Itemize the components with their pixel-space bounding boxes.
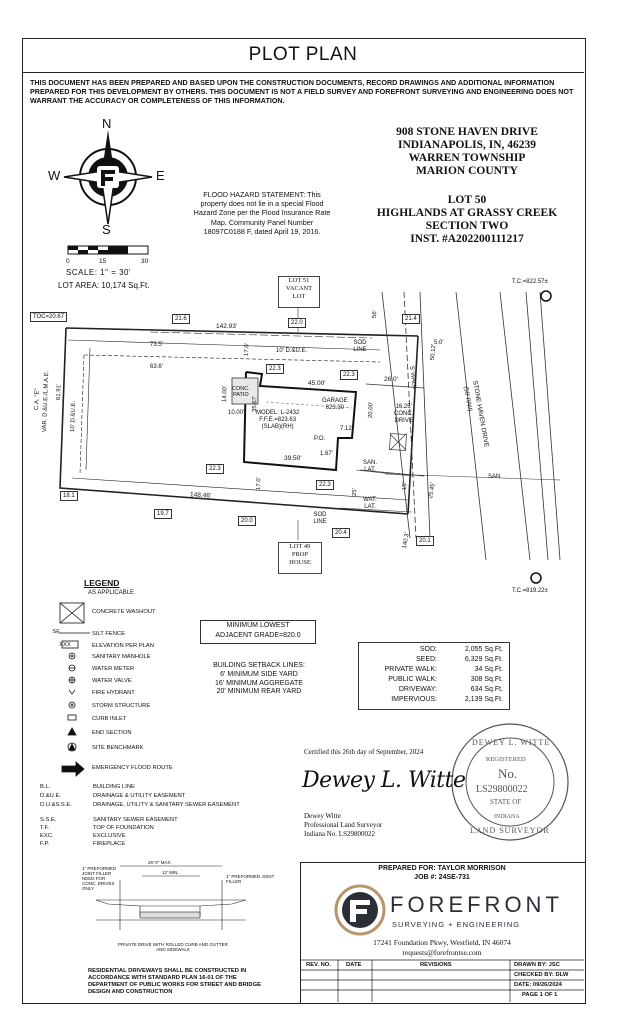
area-value: 34 Sq.Ft. bbox=[474, 666, 503, 673]
lot-text: HOUSE bbox=[289, 559, 311, 566]
abbr-value: SANITARY SEWER EASEMENT bbox=[93, 817, 178, 823]
client-name: PREPARED FOR: TAYLOR MORRISON bbox=[378, 865, 506, 872]
dim-50: 5.0' bbox=[434, 340, 444, 346]
seal-role: LAND SURVEYOR bbox=[470, 826, 550, 835]
legend-subtitle: AS APPLICABLE bbox=[88, 590, 135, 596]
drawing-date: DATE: 09/26/2024 bbox=[514, 982, 562, 988]
company-tagline: SURVEYING + ENGINEERING bbox=[392, 920, 521, 929]
legend-label: FIRE HYDRANT bbox=[92, 690, 135, 696]
revisions-header: REVISIONS bbox=[420, 962, 452, 968]
driveway-detail bbox=[96, 866, 246, 930]
setback-lines bbox=[200, 662, 318, 697]
area-row bbox=[359, 666, 509, 675]
dim-56: 56' bbox=[372, 310, 379, 319]
dim-3567: 35.67' bbox=[252, 395, 259, 413]
street-stone-haven bbox=[382, 292, 560, 560]
legend-label: WATER METER bbox=[92, 666, 135, 672]
area-value: 308 Sq.Ft. bbox=[470, 676, 503, 683]
scale-tick-15: 15 bbox=[99, 258, 107, 265]
model-text: F.F.E.=823.63 bbox=[259, 417, 297, 423]
seal-number: LS29800022 bbox=[476, 784, 528, 795]
page-count: PAGE 1 OF 1 bbox=[522, 992, 558, 998]
elevation-216: 21.6 bbox=[172, 314, 190, 324]
tc-top-label: T.C.=822.57± bbox=[512, 279, 548, 285]
dim-1000: 10.00' bbox=[228, 410, 245, 416]
elevation-200: 20.0 bbox=[238, 516, 256, 526]
area-value: 634 Sq.Ft. bbox=[470, 686, 503, 693]
porch-label: P.O. bbox=[314, 436, 326, 442]
legend-label: ELEVATION PER PLAN bbox=[92, 643, 154, 649]
legend-label: CONCRETE WASHOUT bbox=[92, 609, 156, 615]
sod-line-bottom: SOD LINE bbox=[313, 512, 327, 525]
area-value: 2,055 Sq.Ft. bbox=[464, 646, 503, 653]
var-easement-label: VAR. D.&U.E./L.M.A.E. bbox=[42, 370, 51, 433]
drive-text: DRIVE bbox=[394, 418, 413, 424]
legend-item bbox=[30, 742, 220, 756]
garage-text: 823.30 bbox=[325, 405, 345, 411]
detail-left-note: 1" PREFORMED JOINT FILLER NEED FOR CONC. DRIVES ONLY bbox=[82, 866, 117, 891]
area-row bbox=[359, 676, 509, 685]
right-of-way: (50' R/W) bbox=[462, 386, 473, 412]
lot-text: LOT 49 bbox=[289, 543, 311, 550]
detail-caption: PRIVATE DRIVE WITH ROLLED CURB AND GUTTER AND SIDEWALK bbox=[118, 942, 228, 952]
date-header: DATE bbox=[346, 962, 362, 968]
lot-49-label bbox=[278, 542, 322, 574]
tc-bottom-label: T.C.=819.22± bbox=[512, 588, 548, 594]
dim-140: 140.3' bbox=[402, 532, 411, 550]
patio-text: CONC. bbox=[232, 386, 250, 392]
compass-south: S bbox=[102, 222, 111, 237]
area-value: 2,139 Sq.Ft. bbox=[464, 696, 503, 703]
lot-51-label bbox=[278, 276, 320, 308]
legend-label: EMERGENCY FLOOD ROUTE bbox=[92, 765, 173, 771]
prepared-for bbox=[300, 864, 584, 882]
certification-statement: Certified this 26th day of September, 2024 bbox=[304, 748, 424, 756]
instrument-number: INST. #A202200111217 bbox=[410, 233, 524, 245]
area-summary-table bbox=[358, 642, 510, 710]
dim-167: 1.67' bbox=[320, 451, 333, 457]
sanitary-lateral: SAN. LAT. bbox=[362, 460, 377, 473]
area-key: PUBLIC WALK: bbox=[388, 676, 437, 683]
garage-label bbox=[322, 398, 348, 412]
surveyor-signature: Dewey L. Witte bbox=[302, 768, 466, 793]
du-easement-left: 10' D.&U.E. bbox=[70, 400, 78, 433]
elevation-201: 20.1 bbox=[416, 536, 434, 546]
legend-label: CURB INLET bbox=[92, 716, 127, 722]
dim-15: 15' bbox=[402, 482, 409, 491]
area-value: 6,329 Sq.Ft. bbox=[464, 656, 503, 663]
sidewalk-label: 5' WALK bbox=[408, 366, 418, 390]
abbr-key: D.&U.E. bbox=[40, 793, 61, 799]
legend-label: END SECTION bbox=[92, 730, 132, 736]
dim-712: 7.12' bbox=[340, 426, 353, 432]
elevation-197: 19.7 bbox=[154, 509, 172, 519]
legend-item bbox=[30, 727, 220, 741]
compass-north: N bbox=[102, 116, 112, 131]
silt-fence-icon: SF bbox=[52, 629, 60, 635]
company-email: requests@forefrontse.com bbox=[402, 948, 482, 957]
area-row bbox=[359, 686, 509, 695]
job-number: JOB #: 24SE-731 bbox=[414, 874, 470, 881]
legend-label: STORM STRUCTURE bbox=[92, 703, 151, 709]
model-label bbox=[256, 410, 299, 431]
address-township: WARREN TOWNSHIP bbox=[408, 152, 526, 164]
detail-right-note: 1" PREFORMED JOINT FILLER bbox=[226, 874, 275, 884]
lot-text: PROP bbox=[291, 551, 309, 558]
address-street: 908 STONE HAVEN DRIVE bbox=[396, 126, 538, 138]
company-address bbox=[300, 938, 584, 958]
dim-front-line: 142.93' bbox=[216, 323, 238, 330]
legend-title: LEGEND bbox=[84, 578, 120, 588]
seal-state-of: STATE OF bbox=[490, 798, 522, 806]
abbr-value: TOP OF FOUNDATION bbox=[93, 825, 154, 831]
dim-6191: 61.91' bbox=[56, 383, 63, 401]
surveyor-name: Dewey Witte bbox=[304, 812, 341, 820]
surveyor-title: Professional Land Surveyor bbox=[304, 820, 383, 829]
section-name: SECTION TWO bbox=[425, 220, 509, 232]
company-street: 17241 Foundation Pkwy, Westfield, IN 46074 bbox=[373, 938, 511, 947]
model-text: (SLAB)(RH) bbox=[261, 424, 294, 430]
dim-170-bottom: 17.0' bbox=[256, 477, 263, 491]
drawn-by: DRAWN BY: JSC bbox=[514, 962, 560, 968]
dim-25: 25' bbox=[352, 488, 359, 497]
min-grade-text: ADJACENT GRADE=820.0 bbox=[215, 632, 301, 639]
area-row bbox=[359, 646, 509, 655]
dim-5012: 50.12' bbox=[430, 343, 438, 361]
dim-636: 63.6' bbox=[150, 364, 163, 370]
elevation-181: 18.1 bbox=[60, 491, 78, 501]
legend-item bbox=[30, 606, 220, 620]
dim-260: 26.0' bbox=[384, 376, 398, 383]
legend-item bbox=[30, 700, 220, 714]
abbr-key: D.U.&S.S.E. bbox=[40, 802, 72, 808]
abbr-key: F.P. bbox=[40, 841, 50, 847]
abbr-value: DRAINAGE, UTILITY & SANITARY SEWER EASEMENT bbox=[93, 802, 240, 808]
legend-label: SITE BENCHMARK bbox=[92, 745, 144, 751]
lot-boundary bbox=[60, 328, 418, 514]
abbr-key: T.F. bbox=[40, 825, 50, 831]
lot-text: LOT 51 bbox=[288, 277, 310, 284]
lot-number: LOT 50 bbox=[447, 194, 487, 206]
lot-text: LOT bbox=[292, 293, 306, 300]
dim-3950: 39.50' bbox=[284, 455, 302, 462]
abbr-value: BUILDING LINE bbox=[93, 784, 135, 790]
subdivision-name: HIGHLANDS AT GRASSY CREEK bbox=[376, 207, 558, 219]
elevation-icon: XXX bbox=[59, 642, 71, 648]
area-key: SEED: bbox=[415, 656, 437, 663]
dim-2000: 20.00' bbox=[368, 401, 375, 419]
flood-line: 18097C0188 F, dated April 19, 2016. bbox=[203, 226, 321, 236]
flood-line: FLOOD HAZARD STATEMENT: This bbox=[203, 190, 321, 199]
elevation-214: 21.4 bbox=[402, 314, 420, 324]
common-area-label: C.A. "E" bbox=[34, 388, 41, 411]
disclaimer-text: THIS DOCUMENT HAS BEEN PREPARED AND BASED UPON THE CONSTRUCTION DOCUMENTS, RECORD DRAWINGS AND ADDITIONAL INFORMATION PREPARED FOR THIS DEVELOPMENT BY OTHERS. THIS DOCUMENT IS NOT A FIELD SURVEY AND FOREFRONT SURVEYING AND ENGINEERING DOES NOT WARRANT THE ACCURACY OR COMPLETENESS OF THIS INFORMATION. bbox=[30, 78, 574, 105]
dim-2545: 25.45' bbox=[428, 482, 437, 500]
drive-label bbox=[394, 404, 413, 425]
seal-no: No. bbox=[498, 766, 518, 781]
abbr-value: EXCLUSIVE bbox=[93, 833, 126, 839]
lot-area: LOT AREA: 10,174 Sq.Ft. bbox=[58, 281, 150, 290]
seal-state: INDIANA bbox=[494, 814, 520, 820]
toc-label: TOC=20.67 bbox=[30, 312, 67, 322]
elevation-223c: 22.3 bbox=[206, 464, 224, 474]
minimum-grade-box bbox=[200, 620, 316, 644]
detail-dimension: 26'-0" MAX. bbox=[148, 860, 172, 865]
surveyor-info bbox=[304, 812, 382, 838]
setback-aggregate: 16' MINIMUM AGGREGATE bbox=[215, 679, 303, 687]
checked-by: CHECKED BY: DLW bbox=[514, 972, 569, 978]
legend-label: WATER VALVE bbox=[92, 678, 132, 684]
street-centerline-marker-icon bbox=[531, 291, 551, 583]
dim-170-top: 17.0' bbox=[244, 343, 251, 357]
setback-rear: 20' MINIMUM REAR YARD bbox=[216, 688, 302, 696]
flood-line: Hazard Zone per the Flood Insurance Rate bbox=[193, 208, 331, 218]
elevation-223b: 22.3 bbox=[340, 370, 358, 380]
setback-side: 6' MINIMUM SIDE YARD bbox=[220, 670, 298, 678]
compass-east: E bbox=[156, 168, 165, 183]
area-key: PRIVATE WALK: bbox=[384, 666, 437, 673]
address-city: INDIANAPOLIS, IN, 46239 bbox=[397, 139, 537, 151]
abbr-value: FIREPLACE bbox=[93, 841, 126, 847]
abbr-key: S.S.E. bbox=[40, 817, 57, 823]
du-easement-top: 10' D.&U.E. bbox=[276, 348, 308, 354]
area-key: IMPERVIOUS: bbox=[391, 696, 437, 703]
drive-text: 16.25' bbox=[395, 404, 412, 410]
abbr-value: DRAINAGE & UTILITY EASEMENT bbox=[93, 793, 186, 799]
scale-text: SCALE: 1" = 30' bbox=[66, 268, 132, 277]
water-lateral: WAT. LAT. bbox=[363, 497, 377, 510]
patio-text: PATIO bbox=[233, 392, 249, 398]
setback-title: BUILDING SETBACK LINES: bbox=[213, 662, 305, 669]
sanitary-main: SAN bbox=[488, 474, 501, 480]
area-row bbox=[359, 656, 509, 665]
area-row bbox=[359, 696, 509, 705]
lot-text: VACANT bbox=[285, 285, 313, 292]
area-key: SOD: bbox=[419, 646, 437, 653]
sod-line-top: SOD LINE bbox=[353, 340, 367, 353]
scale-tick-30: 30 bbox=[141, 258, 149, 265]
flood-line: Map, Community Panel Number bbox=[210, 217, 314, 227]
elevation-220: 22.0 bbox=[288, 318, 306, 328]
dim-735: 73.5' bbox=[150, 342, 163, 348]
driveway-note: RESIDENTIAL DRIVEWAYS SHALL BE CONSTRUCTED IN ACCORDANCE WITH STANDARD PLAN 16-01 OF THE DEPARTMENT OF PUBLIC WORKS FOR STREET AND BRIDGE DESIGN AND CONSTRUCTION bbox=[88, 968, 261, 995]
garage-text: GARAGE bbox=[322, 398, 348, 404]
elevation-223d: 22.3 bbox=[316, 480, 334, 490]
patio-label bbox=[232, 386, 250, 398]
legend-label: SANITARY MANHOLE bbox=[92, 654, 151, 660]
address-county: MARION COUNTY bbox=[416, 165, 518, 177]
scale-tick-0: 0 bbox=[66, 258, 70, 265]
flood-line: property does not lie in a special Flood bbox=[200, 199, 324, 209]
detail-dimension-min: 12' MIN. bbox=[162, 870, 179, 875]
surveyor-license: Indiana No. LS29800022 bbox=[304, 829, 375, 838]
dim-rear-line: 148.46' bbox=[189, 491, 212, 500]
seal-name: DEWEY L. WITTE bbox=[472, 738, 551, 747]
elevation-223a: 22.3 bbox=[266, 364, 284, 374]
street-name: STONE HAVEN DRIVE bbox=[471, 380, 490, 448]
compass-west: W bbox=[48, 168, 61, 183]
drive-text: CONC. bbox=[394, 411, 414, 417]
scale-bar bbox=[68, 246, 148, 254]
company-name: FOREFRONT bbox=[390, 892, 563, 917]
seal-registered: REGISTERED bbox=[486, 756, 526, 763]
abbr-key: EXC. bbox=[40, 833, 54, 839]
legend-label: SILT FENCE bbox=[92, 631, 125, 637]
legend-item bbox=[30, 687, 220, 701]
abbr-key: B.L. bbox=[40, 784, 51, 790]
legend-item bbox=[30, 713, 220, 727]
dim-1400: 14.00' bbox=[222, 385, 229, 403]
rev-no-header: REV. NO. bbox=[306, 962, 331, 968]
elevation-204: 20.4 bbox=[332, 528, 350, 538]
min-grade-text: MINIMUM LOWEST bbox=[226, 622, 290, 629]
area-key: DRIVEWAY: bbox=[398, 686, 437, 693]
dim-4500: 45.00' bbox=[308, 380, 326, 387]
model-text: MODEL: L-2432 bbox=[256, 410, 300, 416]
legend-item bbox=[30, 762, 220, 776]
north-arrow-icon bbox=[64, 130, 152, 224]
page-title: PLOT PLAN bbox=[248, 44, 358, 65]
